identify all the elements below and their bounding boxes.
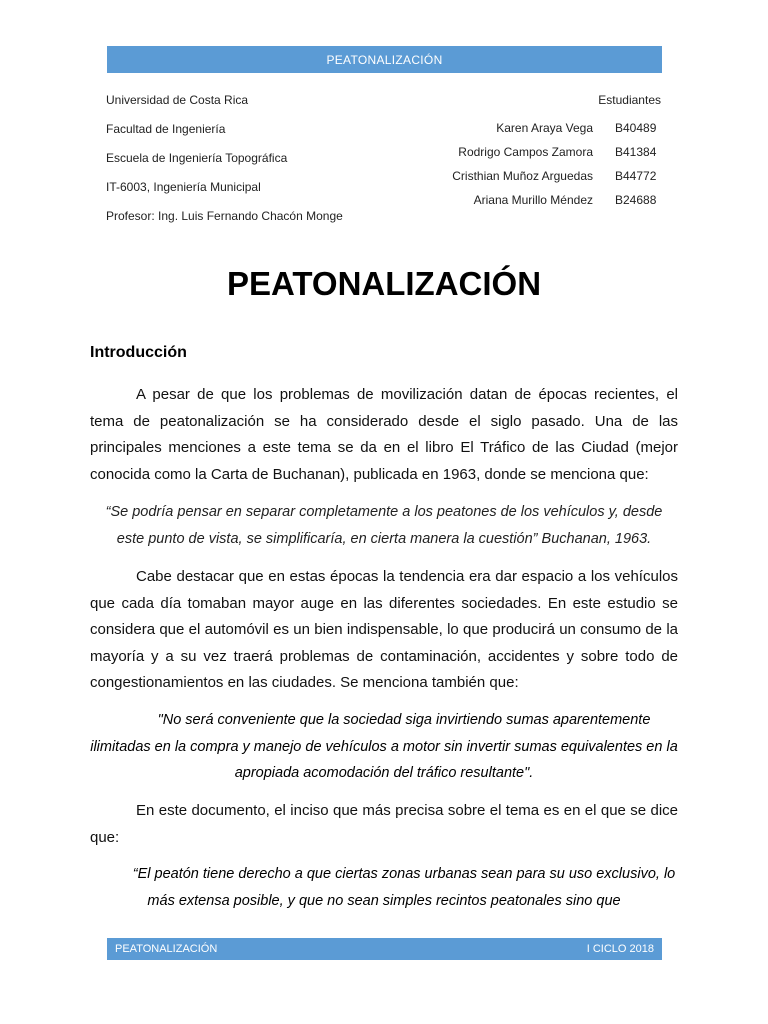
institution-info (106, 91, 343, 236)
footer-bar (107, 938, 662, 960)
course-line: IT-6003, Ingeniería Municipal (106, 180, 261, 194)
quote-buchanan: “Se podría pensar en separar completamente a los peatones de los vehículos y, desde este punto de vista, se simplificaría, en cierta manera la cuestión” Buchanan, 1963. (105, 504, 663, 547)
header-title: PEATONALIZACIÓN (326, 52, 443, 67)
student-row (452, 119, 661, 143)
quote-pedestrian: “El peatón tiene derecho a que ciertas zonas urbanas sean para su uso exclusivo, lo más extensa posible, y que no sean simples recintos peatonales sino que (132, 866, 676, 909)
paragraph-document: En este documento, el inciso que más precisa sobre el tema es en el que se dice que: (90, 802, 678, 846)
student-id: B41384 (615, 145, 657, 159)
student-id: B44772 (615, 169, 657, 183)
student-name: Rodrigo Campos Zamora (458, 145, 593, 159)
student-row (452, 191, 661, 215)
student-name: Karen Araya Vega (496, 121, 593, 135)
student-name: Cristhian Muñoz Arguedas (452, 169, 593, 183)
professor-line: Profesor: Ing. Luis Fernando Chacón Monge (106, 209, 343, 223)
section-heading: Introducción (90, 344, 187, 361)
students-info (452, 91, 661, 215)
student-id: B40489 (615, 121, 657, 135)
university-line: Universidad de Costa Rica (106, 93, 249, 107)
student-name: Ariana Murillo Méndez (473, 193, 593, 207)
students-label: Estudiantes (598, 93, 661, 107)
student-row (452, 167, 661, 191)
header-bar (107, 46, 662, 73)
paragraph-intro: A pesar de que los problemas de movilización datan de épocas recientes, el tema de peatonalización se ha considerado desde el siglo pasado. Una de las principales menciones a este tema se da en el libro El Tráfico de las Ciudad (mejor conocida como la Carta de Buchanan), publicada en 1963, donde se menciona que: (90, 386, 678, 483)
faculty-line: Facultad de Ingeniería (106, 122, 226, 136)
student-row (452, 143, 661, 167)
document-title: PEATONALIZACIÓN (226, 265, 542, 302)
paragraph-context: Cabe destacar que en estas épocas la tendencia era dar espacio a los vehículos que cada día tomaban mayor auge en las diferentes sociedades. En este estudio se considera que el automóvil es un bien indispensable, lo que producirá un consumo de la mayoría y a su vez traerá problemas de contaminación, accidentes y sobre todo de congestionamientos en las ciudades. Se menciona también que: (90, 568, 678, 691)
quote-investment: "No será conveniente que la sociedad siga invirtiendo sumas aparentemente ilimitadas en la compra y manejo de vehículos a motor sin invertir sumas equivalentes en la apropiada acomodación del tráfico resultante". (90, 712, 678, 781)
footer-term: I CICLO 2018 (586, 943, 654, 955)
student-id: B24688 (615, 193, 657, 207)
footer-title: PEATONALIZACIÓN (115, 943, 218, 955)
school-line: Escuela de Ingeniería Topográfica (106, 151, 288, 165)
